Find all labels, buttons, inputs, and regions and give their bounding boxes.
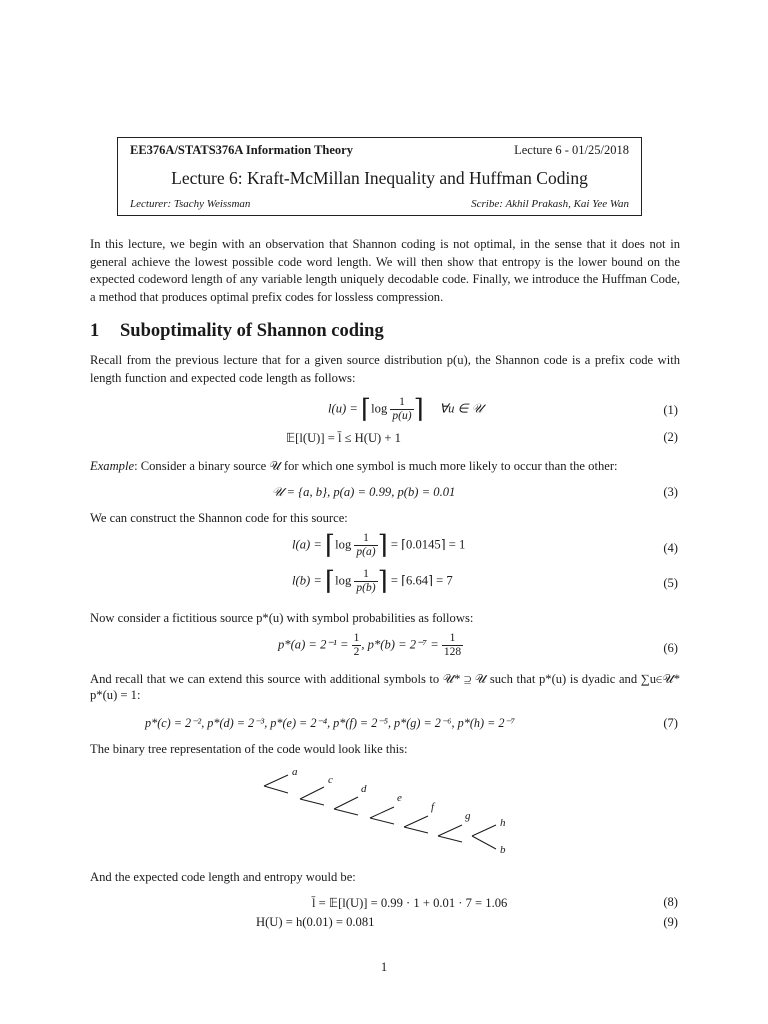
recall-paragraph: Recall from the previous lecture that for a given source distribution p(u), the Shannon code is a prefix code with length function and expected code length as follows: — [90, 353, 680, 385]
eq5-fraction: $\frac{1}{p(b)}$ — [356, 568, 376, 594]
example-label: Example — [90, 459, 135, 473]
section-title: Suboptimality of Shannon coding — [120, 321, 384, 341]
equation-5: l(b) = ⌈log $\frac{1}{p(b)}$ ⌉ = ⌈6.64⌉ = 7 — [292, 566, 453, 597]
tree-label-b: b — [500, 844, 506, 856]
tree-label-c: c — [328, 774, 333, 786]
eq-number-4: (4) — [663, 541, 678, 555]
tree-label-g: g — [465, 810, 471, 822]
tree-label-h: h — [500, 817, 506, 829]
tree-branch-h — [472, 825, 496, 849]
equation-8: l̄ = 𝔼[l(U)] = 0.99 · 1 + 0.01 · 7 = 1.06 — [312, 896, 508, 910]
eq4-fraction: $\frac{1}{p(a)}$ — [356, 532, 376, 558]
tree-branch-c — [300, 787, 324, 805]
tree-label-d: d — [361, 783, 367, 795]
scribe: Scribe: Akhil Prakash, Kai Yee Wan — [471, 198, 629, 210]
intro-paragraph: In this lecture, we begin with an observation that Shannon coding is not optimal, in the sense that it does not in general achieve the lowest possible code word length. We will then show that entropy is the lower bound on the expected codeword length of any variable length uniquely decodable code. Finally, we introduce the Huffman Code, a method that produces optimal prefix codes for lossless compression. — [90, 237, 680, 304]
lecture-title: Lecture 6: Kraft-McMillan Inequality and Huffman Coding — [171, 168, 588, 188]
eq-number-1: (1) — [663, 403, 678, 417]
section-number: 1 — [90, 321, 100, 341]
eq-number-7: (7) — [663, 716, 678, 730]
eq-number-6: (6) — [663, 641, 678, 655]
section-heading — [90, 321, 384, 342]
tree-branch-a — [264, 775, 288, 793]
tree-label-a: a — [292, 766, 298, 778]
equation-4: l(a) = ⌈log $\frac{1}{p(a)}$ ⌉ = ⌈0.0145⌉ = 1 — [292, 530, 466, 561]
lecturer: Lecturer: Tsachy Weissman — [130, 198, 251, 210]
equation-7: p*(c) = 2⁻², p*(d) = 2⁻³, p*(e) = 2⁻⁴, p*(f) = 2⁻⁵, p*(g) = 2⁻⁶, p*(h) = 2⁻⁷ — [145, 716, 516, 730]
equation-2: 𝔼[l(U)] = l̄ ≤ H(U) + 1 — [286, 431, 401, 445]
tree-branch-e — [370, 807, 394, 824]
eq-number-3: (3) — [663, 485, 678, 499]
equation-6: p*(a) = 2⁻¹ = $\frac{1}{2}$ , p*(b) = 2⁻⁷ = $\frac{1}{128}$ — [278, 632, 462, 658]
eq-number-5: (5) — [663, 576, 678, 590]
tree-branch-g — [438, 825, 462, 842]
construct-paragraph: We can construct the Shannon code for this source: — [90, 511, 348, 525]
expected-paragraph: And the expected code length and entropy would be: — [90, 870, 356, 884]
eq-number-2: (2) — [663, 430, 678, 444]
equation-1: l(u) = ⌈log $\frac{1}{p(u)}$ ⌉ ∀u ∈ 𝒰 — [328, 394, 483, 425]
example-paragraph — [90, 458, 680, 476]
lecture-header-box — [117, 137, 642, 216]
tree-paragraph: The binary tree representation of the code would look like this: — [90, 742, 408, 756]
example-text: : Consider a binary source 𝒰 for which one symbol is much more likely to occur than the other: — [134, 459, 618, 473]
eq1-lhs: l(u) = — [328, 401, 358, 416]
extend-paragraph: And recall that we can extend this source with additional symbols to 𝒰* ⊇ 𝒰 such that p*(u) is dyadic and ∑u∈𝒰* p*(u) = 1: — [90, 672, 680, 702]
eq6-fraction-1: $\frac{1}{2}$ — [353, 632, 360, 658]
tree-label-f: f — [431, 801, 435, 813]
eq1-tail: ∀u ∈ 𝒰 — [439, 401, 483, 416]
tree-branch-f — [404, 816, 428, 833]
eq6-fraction-2: $\frac{1}{128}$ — [443, 632, 462, 658]
equation-9: H(U) = h(0.01) = 0.081 — [256, 915, 375, 929]
tree-branch-d — [334, 797, 358, 815]
eq1-fraction: $\frac{1}{p(u)}$ — [392, 396, 412, 422]
course-name: EE376A/STATS376A Information Theory — [130, 143, 353, 157]
eq-number-9: (9) — [663, 915, 678, 929]
fictitious-paragraph: Now consider a fictitious source p*(u) with symbol probabilities as follows: — [90, 611, 474, 625]
tree-label-e: e — [397, 792, 402, 804]
lecture-date: Lecture 6 - 01/25/2018 — [514, 143, 629, 157]
eq1-log: log — [371, 401, 388, 416]
eq-number-8: (8) — [663, 895, 678, 909]
equation-3: 𝒰 = {a, b}, p(a) = 0.99, p(b) = 0.01 — [272, 485, 456, 499]
binary-tree-diagram — [250, 763, 520, 858]
page-number: 1 — [380, 960, 388, 974]
